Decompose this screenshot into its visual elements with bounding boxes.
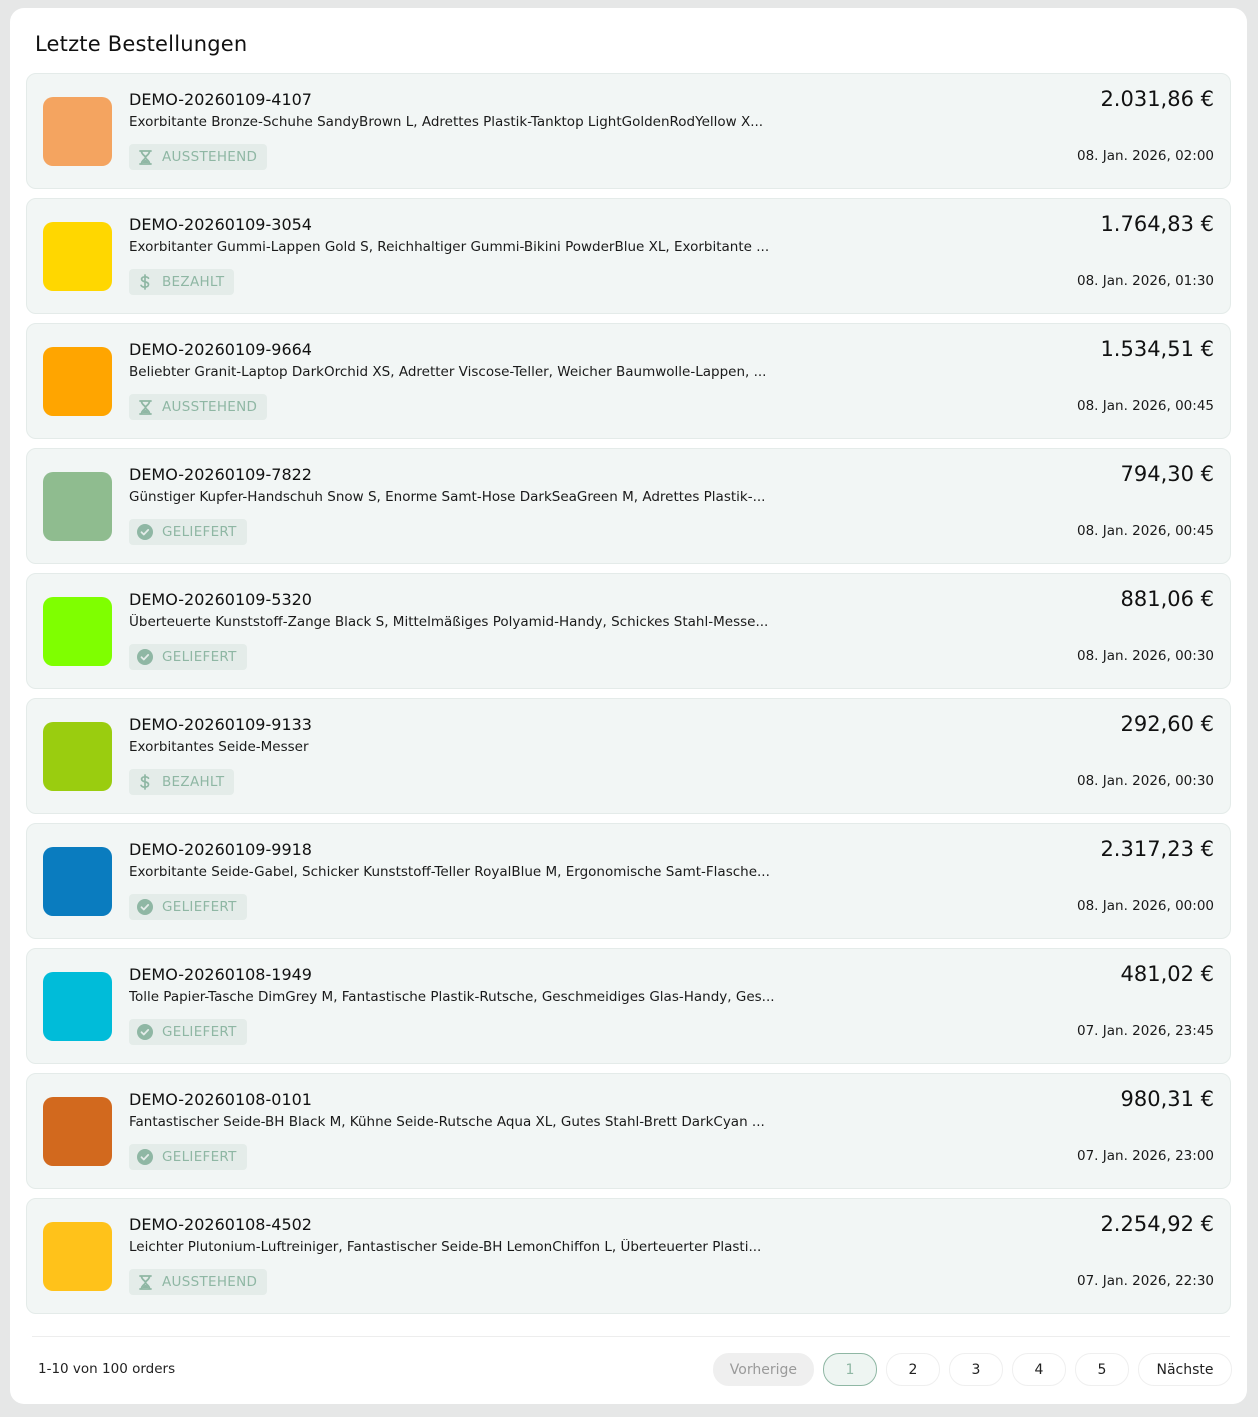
hourglass-icon	[137, 399, 153, 415]
product-thumbnail	[43, 222, 112, 291]
page-button-2[interactable]: 2	[886, 1353, 940, 1386]
product-thumbnail	[43, 1222, 112, 1291]
order-row[interactable]	[26, 698, 1231, 814]
product-thumbnail	[43, 597, 112, 666]
order-id[interactable]: DEMO-20260109-3054	[129, 215, 312, 234]
order-row[interactable]	[26, 323, 1231, 439]
order-date: 08. Jan. 2026, 00:45	[1077, 398, 1214, 414]
order-id[interactable]: DEMO-20260108-0101	[129, 1090, 312, 1109]
order-row[interactable]	[26, 573, 1231, 689]
order-id[interactable]: DEMO-20260109-9918	[129, 840, 312, 859]
status-label: AUSSTEHEND	[162, 399, 258, 415]
previous-page-button[interactable]: Vorherige	[713, 1353, 814, 1386]
order-amount: 2.317,23 €	[1100, 837, 1214, 861]
order-date: 07. Jan. 2026, 23:45	[1077, 1023, 1214, 1039]
hourglass-icon	[137, 1274, 153, 1290]
status-label: GELIEFERT	[162, 524, 237, 540]
dollar-icon	[137, 774, 153, 790]
order-items: Exorbitantes Seide-Messer	[129, 739, 309, 755]
order-items: Überteuerte Kunststoff-Zange Black S, Mittelmäßiges Polyamid-Handy, Schickes Stahl-Messe...	[129, 614, 769, 630]
order-id[interactable]: DEMO-20260109-9664	[129, 340, 312, 359]
status-badge	[129, 769, 234, 795]
order-date: 08. Jan. 2026, 01:30	[1077, 273, 1214, 289]
order-items: Beliebter Granit-Laptop DarkOrchid XS, Adretter Viscose-Teller, Weicher Baumwolle-Lappen, ...	[129, 364, 767, 380]
status-label: GELIEFERT	[162, 899, 237, 915]
pagination-summary: 1-10 von 100 orders	[38, 1361, 176, 1377]
order-amount: 481,02 €	[1120, 962, 1214, 986]
product-thumbnail	[43, 972, 112, 1041]
orders-list	[26, 73, 1231, 1323]
status-badge	[129, 144, 267, 170]
order-date: 07. Jan. 2026, 22:30	[1077, 1273, 1214, 1289]
order-items: Fantastischer Seide-BH Black M, Kühne Seide-Rutsche Aqua XL, Gutes Stahl-Brett DarkCyan ...	[129, 1114, 765, 1130]
card-title: Letzte Bestellungen	[35, 32, 248, 56]
status-label: AUSSTEHEND	[162, 1274, 258, 1290]
order-amount: 794,30 €	[1120, 462, 1214, 486]
order-amount: 1.534,51 €	[1100, 337, 1214, 361]
status-badge	[129, 1144, 247, 1170]
recent-orders-card	[10, 8, 1247, 1404]
status-label: BEZAHLT	[162, 274, 225, 290]
next-page-button[interactable]: Nächste	[1138, 1353, 1232, 1386]
product-thumbnail	[43, 97, 112, 166]
product-thumbnail	[43, 1097, 112, 1166]
pagination	[713, 1353, 1232, 1386]
order-id[interactable]: DEMO-20260109-7822	[129, 465, 312, 484]
status-label: GELIEFERT	[162, 1149, 237, 1165]
status-badge	[129, 644, 247, 670]
order-date: 08. Jan. 2026, 02:00	[1077, 148, 1214, 164]
order-amount: 292,60 €	[1120, 712, 1214, 736]
product-thumbnail	[43, 347, 112, 416]
order-items: Exorbitanter Gummi-Lappen Gold S, Reichhaltiger Gummi-Bikini PowderBlue XL, Exorbitante ...	[129, 239, 770, 255]
status-badge	[129, 519, 247, 545]
order-date: 08. Jan. 2026, 00:00	[1077, 898, 1214, 914]
check-circle-icon	[137, 899, 153, 915]
page-button-1[interactable]: 1	[823, 1353, 877, 1386]
product-thumbnail	[43, 722, 112, 791]
dollar-icon	[137, 274, 153, 290]
order-id[interactable]: DEMO-20260108-4502	[129, 1215, 312, 1234]
product-thumbnail	[43, 847, 112, 916]
order-date: 08. Jan. 2026, 00:30	[1077, 648, 1214, 664]
status-badge	[129, 1269, 267, 1295]
order-items: Exorbitante Seide-Gabel, Schicker Kunststoff-Teller RoyalBlue M, Ergonomische Samt-Flasche...	[129, 864, 770, 880]
status-label: GELIEFERT	[162, 649, 237, 665]
status-label: AUSSTEHEND	[162, 149, 258, 165]
divider	[32, 1336, 1230, 1337]
order-row[interactable]	[26, 1073, 1231, 1189]
order-items: Leichter Plutonium-Luftreiniger, Fantastischer Seide-BH LemonChiffon L, Überteuerter Plasti...	[129, 1239, 762, 1255]
order-id[interactable]: DEMO-20260109-9133	[129, 715, 312, 734]
order-row[interactable]	[26, 198, 1231, 314]
order-amount: 980,31 €	[1120, 1087, 1214, 1111]
check-circle-icon	[137, 524, 153, 540]
status-badge	[129, 394, 267, 420]
page-button-3[interactable]: 3	[949, 1353, 1003, 1386]
status-badge	[129, 1019, 247, 1045]
order-id[interactable]: DEMO-20260109-4107	[129, 90, 312, 109]
check-circle-icon	[137, 1149, 153, 1165]
order-row[interactable]	[26, 948, 1231, 1064]
status-label: BEZAHLT	[162, 774, 225, 790]
status-label: GELIEFERT	[162, 1024, 237, 1040]
order-amount: 2.031,86 €	[1100, 87, 1214, 111]
product-thumbnail	[43, 472, 112, 541]
order-amount: 881,06 €	[1120, 587, 1214, 611]
order-id[interactable]: DEMO-20260108-1949	[129, 965, 312, 984]
order-items: Exorbitante Bronze-Schuhe SandyBrown L, Adrettes Plastik-Tanktop LightGoldenRodYellow X...	[129, 114, 764, 130]
hourglass-icon	[137, 149, 153, 165]
order-date: 08. Jan. 2026, 00:30	[1077, 773, 1214, 789]
order-row[interactable]	[26, 1198, 1231, 1314]
order-row[interactable]	[26, 73, 1231, 189]
page-button-5[interactable]: 5	[1075, 1353, 1129, 1386]
order-row[interactable]	[26, 823, 1231, 939]
order-items: Günstiger Kupfer-Handschuh Snow S, Enorme Samt-Hose DarkSeaGreen M, Adrettes Plastik-...	[129, 489, 766, 505]
order-amount: 1.764,83 €	[1100, 212, 1214, 236]
order-date: 08. Jan. 2026, 00:45	[1077, 523, 1214, 539]
order-row[interactable]	[26, 448, 1231, 564]
status-badge	[129, 269, 234, 295]
order-items: Tolle Papier-Tasche DimGrey M, Fantastische Plastik-Rutsche, Geschmeidiges Glas-Handy, Ges...	[129, 989, 775, 1005]
check-circle-icon	[137, 1024, 153, 1040]
order-amount: 2.254,92 €	[1100, 1212, 1214, 1236]
status-badge	[129, 894, 247, 920]
page-button-4[interactable]: 4	[1012, 1353, 1066, 1386]
order-date: 07. Jan. 2026, 23:00	[1077, 1148, 1214, 1164]
order-id[interactable]: DEMO-20260109-5320	[129, 590, 312, 609]
check-circle-icon	[137, 649, 153, 665]
